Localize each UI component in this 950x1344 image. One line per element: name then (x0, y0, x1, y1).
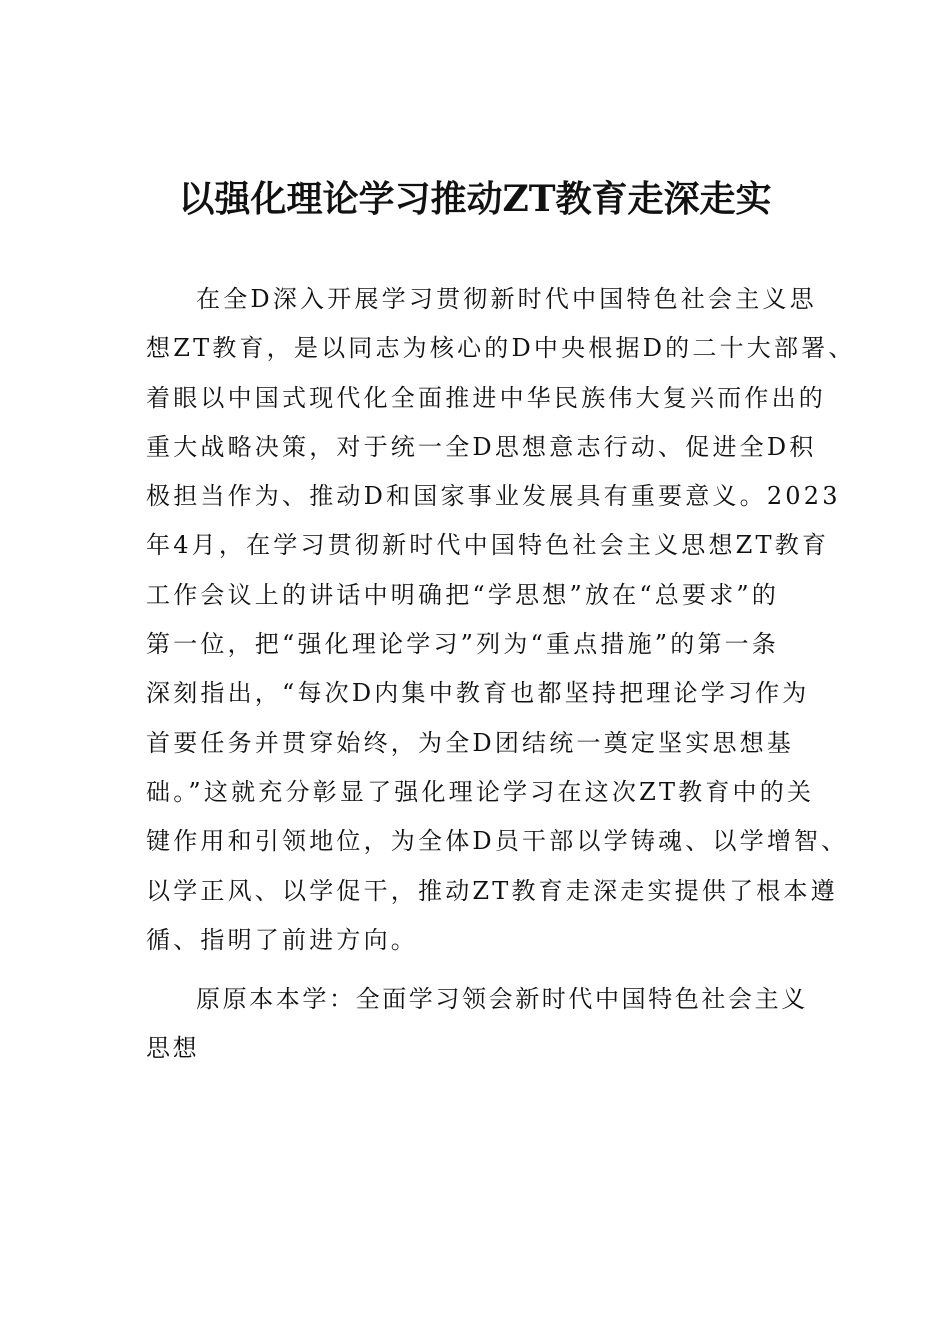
body-paragraph (146, 275, 856, 965)
document-title: 以强化理论学习推动ZT教育走深走实 (178, 178, 772, 220)
paragraph-line: 首要任务并贯穿始终，为全D团结统一奠定坚实思想基 (146, 728, 795, 757)
paragraph-line: 极担当作为、推动D和国家事业发展具有重要意义。2023 (146, 482, 841, 511)
paragraph-line: 循、指明了前进方向。 (146, 925, 418, 954)
heading-line: 思想 (146, 1034, 200, 1063)
paragraph-line: 工作会议上的讲话中明确把“学思想”放在“总要求”的 (146, 580, 780, 609)
heading-line: 原原本本学：全面学习领会新时代中国特色社会主义 (196, 985, 808, 1013)
paragraph-line: 以学正风、以学促干，推动ZT教育走深走实提供了根本遵 (146, 876, 838, 905)
paragraph-line: 深刻指出，“每次D内集中教育也都坚持把理论学习作为 (146, 679, 810, 708)
section-heading (146, 975, 808, 1074)
paragraph-line: 键作用和引领地位，为全体D员干部以学铸魂、以学增智、 (146, 827, 849, 856)
paragraph-line: 年4月，在学习贯彻新时代中国特色社会主义思想ZT教育 (146, 531, 830, 560)
paragraph-line: 重大战略决策，对于统一全D思想意志行动、促进全D积 (146, 432, 817, 461)
paragraph-line: 想ZT教育，是以同志为核心的D中央根据D的二十大部署、 (146, 334, 856, 363)
paragraph-line: 在全D深入开展学习贯彻新时代中国特色社会主义思 (196, 285, 817, 313)
paragraph-line: 第一位，把“强化理论学习”列为“重点措施”的第一条 (146, 630, 780, 659)
paragraph-line: 础。”这就充分彰显了强化理论学习在这次ZT教育中的关 (146, 777, 815, 806)
paragraph-line: 着眼以中国式现代化全面推进中华民族伟大复兴而作出的 (146, 383, 826, 412)
